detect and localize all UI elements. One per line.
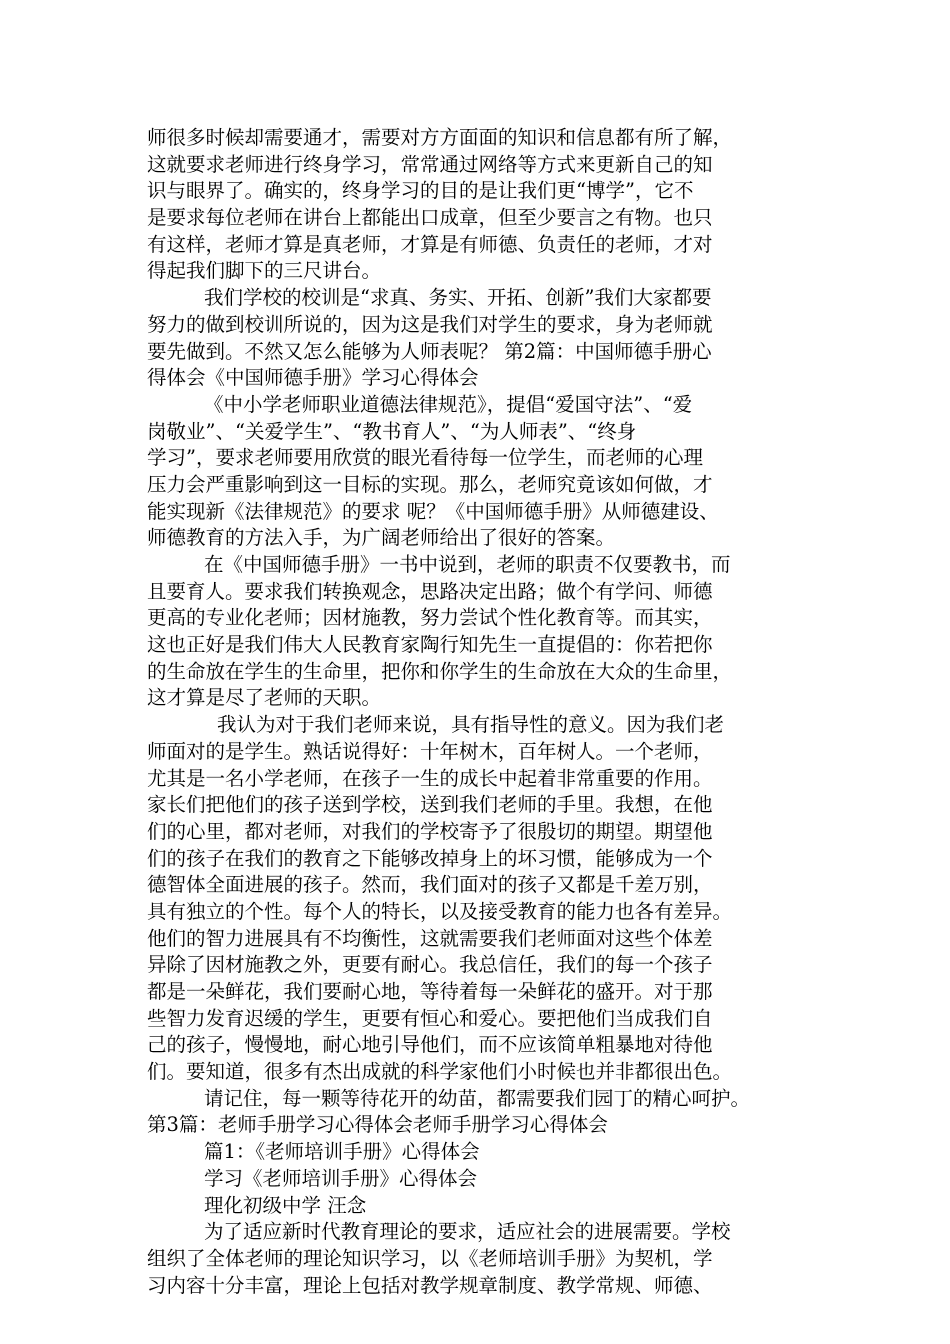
text-line: 家长们把他们的孩子送到学校，送到我们老师的手里。我想，在他	[147, 793, 713, 817]
text-line: 得起我们脚下的三尺讲台。	[147, 259, 382, 283]
document-page	[147, 125, 831, 1299]
text-line: 的生命放在学生的生命里，把你和你学生的生命放在大众的生命里，	[147, 659, 733, 683]
text-line: 学习”，要求老师要用欣赏的眼光看待每一位学生，而老师的心理	[147, 446, 703, 470]
text-line: 们的心里，都对老师，对我们的学校寄予了很殷切的期望。期望他	[147, 819, 713, 843]
text-line: 异除了因材施教之外，更要有耐心。我总信任，我们的每一个孩子	[147, 953, 713, 977]
text-line: 组织了全体老师的理论知识学习，以《老师培训手册》为契机，学	[147, 1246, 713, 1270]
text-line: 这也正好是我们伟大人民教育家陶行知先生一直提倡的：你若把你	[147, 633, 713, 657]
text-line: 努力的做到校训所说的，因为这是我们对学生的要求，身为老师就	[147, 312, 713, 336]
text-line: 他们的智力进展具有不均衡性，这就需要我们老师面对这些个体差	[147, 926, 713, 950]
text-line: 理化初级中学 汪念	[204, 1193, 367, 1217]
text-line: 更高的专业化老师；因材施教，努力尝试个性化教育等。而其实，	[147, 606, 713, 630]
text-line: 都是一朵鲜花，我们要耐心地，等待着每一朵鲜花的盛开。对于那	[147, 980, 713, 1003]
text-line: 得体会《中国师德手册》学习心得体会	[147, 366, 479, 390]
text-line: 己的孩子，慢慢地，耐心地引导他们，而不应该简单粗暴地对待他	[147, 1033, 713, 1057]
text-line: 我们学校的校训是“求真、务实、开拓、创新”我们大家都要	[204, 286, 712, 310]
text-line: 习内容十分丰富，理论上包括对教学规章制度、教学常规、师德、	[147, 1273, 713, 1297]
text-line: 德智体全面进展的孩子。然而，我们面对的孩子又都是千差万别，	[147, 873, 713, 897]
text-line: 我认为对于我们老师来说，具有指导性的意义。因为我们老	[217, 713, 725, 737]
text-line: 师德教育的方法入手，为广阔老师给出了很好的答案。	[147, 526, 616, 550]
text-line: 们的孩子在我们的教育之下能够改掉身上的坏习惯，能够成为一个	[147, 846, 713, 870]
text-line: 请记住，每一颗等待花开的幼苗，都需要我们园丁的精心呵护。	[204, 1086, 751, 1110]
text-line: 学习《老师培训手册》心得体会	[204, 1166, 478, 1190]
text-line: 《中小学老师职业道德法律规范》，提倡“爱国守法”、“爱	[204, 392, 693, 416]
text-line: 篇1：《老师培训手册》心得体会	[204, 1140, 480, 1164]
text-line: 师面对的是学生。熟话说得好：十年树木，百年树人。一个老师，	[147, 739, 713, 763]
text-line: 岗敬业”、“关爱学生”、“教书育人”、“为人师表”、“终身	[147, 419, 637, 443]
text-line: 为了适应新时代教育理论的要求，适应社会的进展需要。学校	[204, 1220, 731, 1244]
text-line: 第3篇：老师手册学习心得体会老师手册学习心得体会	[147, 1113, 608, 1137]
text-line: 师很多时候却需要通才，需要对方方面面的知识和信息都有所了解，	[147, 126, 733, 149]
text-line: 在《中国师德手册》一书中说到，老师的职责不仅要教书，而	[204, 553, 731, 576]
text-line: 具有独立的个性。每个人的特长，以及接受教育的能力也各有差异。	[147, 899, 733, 923]
text-line: 识与眼界了。确实的，终身学习的目的是让我们更“博学”，它不	[147, 179, 694, 203]
text-line: 且要育人。要求我们转换观念，思路决定出路；做个有学问、师德	[147, 579, 713, 603]
text-line: 这才算是尽了老师的天职。	[147, 686, 382, 710]
text-line: 是要求每位老师在讲台上都能出口成章，但至少要言之有物。也只	[147, 206, 713, 230]
text-line: 尤其是一名小学老师，在孩子一生的成长中起着非常重要的作用。	[147, 766, 713, 790]
text-line: 们。要知道，很多有杰出成就的科学家他们小时候也并非都很出色。	[147, 1060, 733, 1084]
text-line: 能实现新《法律规范》的要求 呢？《中国师德手册》从师德建设、	[147, 499, 719, 523]
text-line: 压力会严重影响到这一目标的实现。那么，老师究竟该如何做，才	[147, 472, 713, 496]
text-line: 些智力发育迟缓的学生，更要有恒心和爱心。要把他们当成我们自	[147, 1006, 713, 1030]
text-line: 要先做到。不然又怎么能够为人师表呢？ 第2篇：中国师德手册心	[147, 339, 712, 363]
text-line: 有这样，老师才算是真老师，才算是有师德、负责任的老师，才对	[147, 232, 713, 256]
text-line: 这就要求老师进行终身学习，常常通过网络等方式来更新自己的知	[147, 152, 713, 176]
